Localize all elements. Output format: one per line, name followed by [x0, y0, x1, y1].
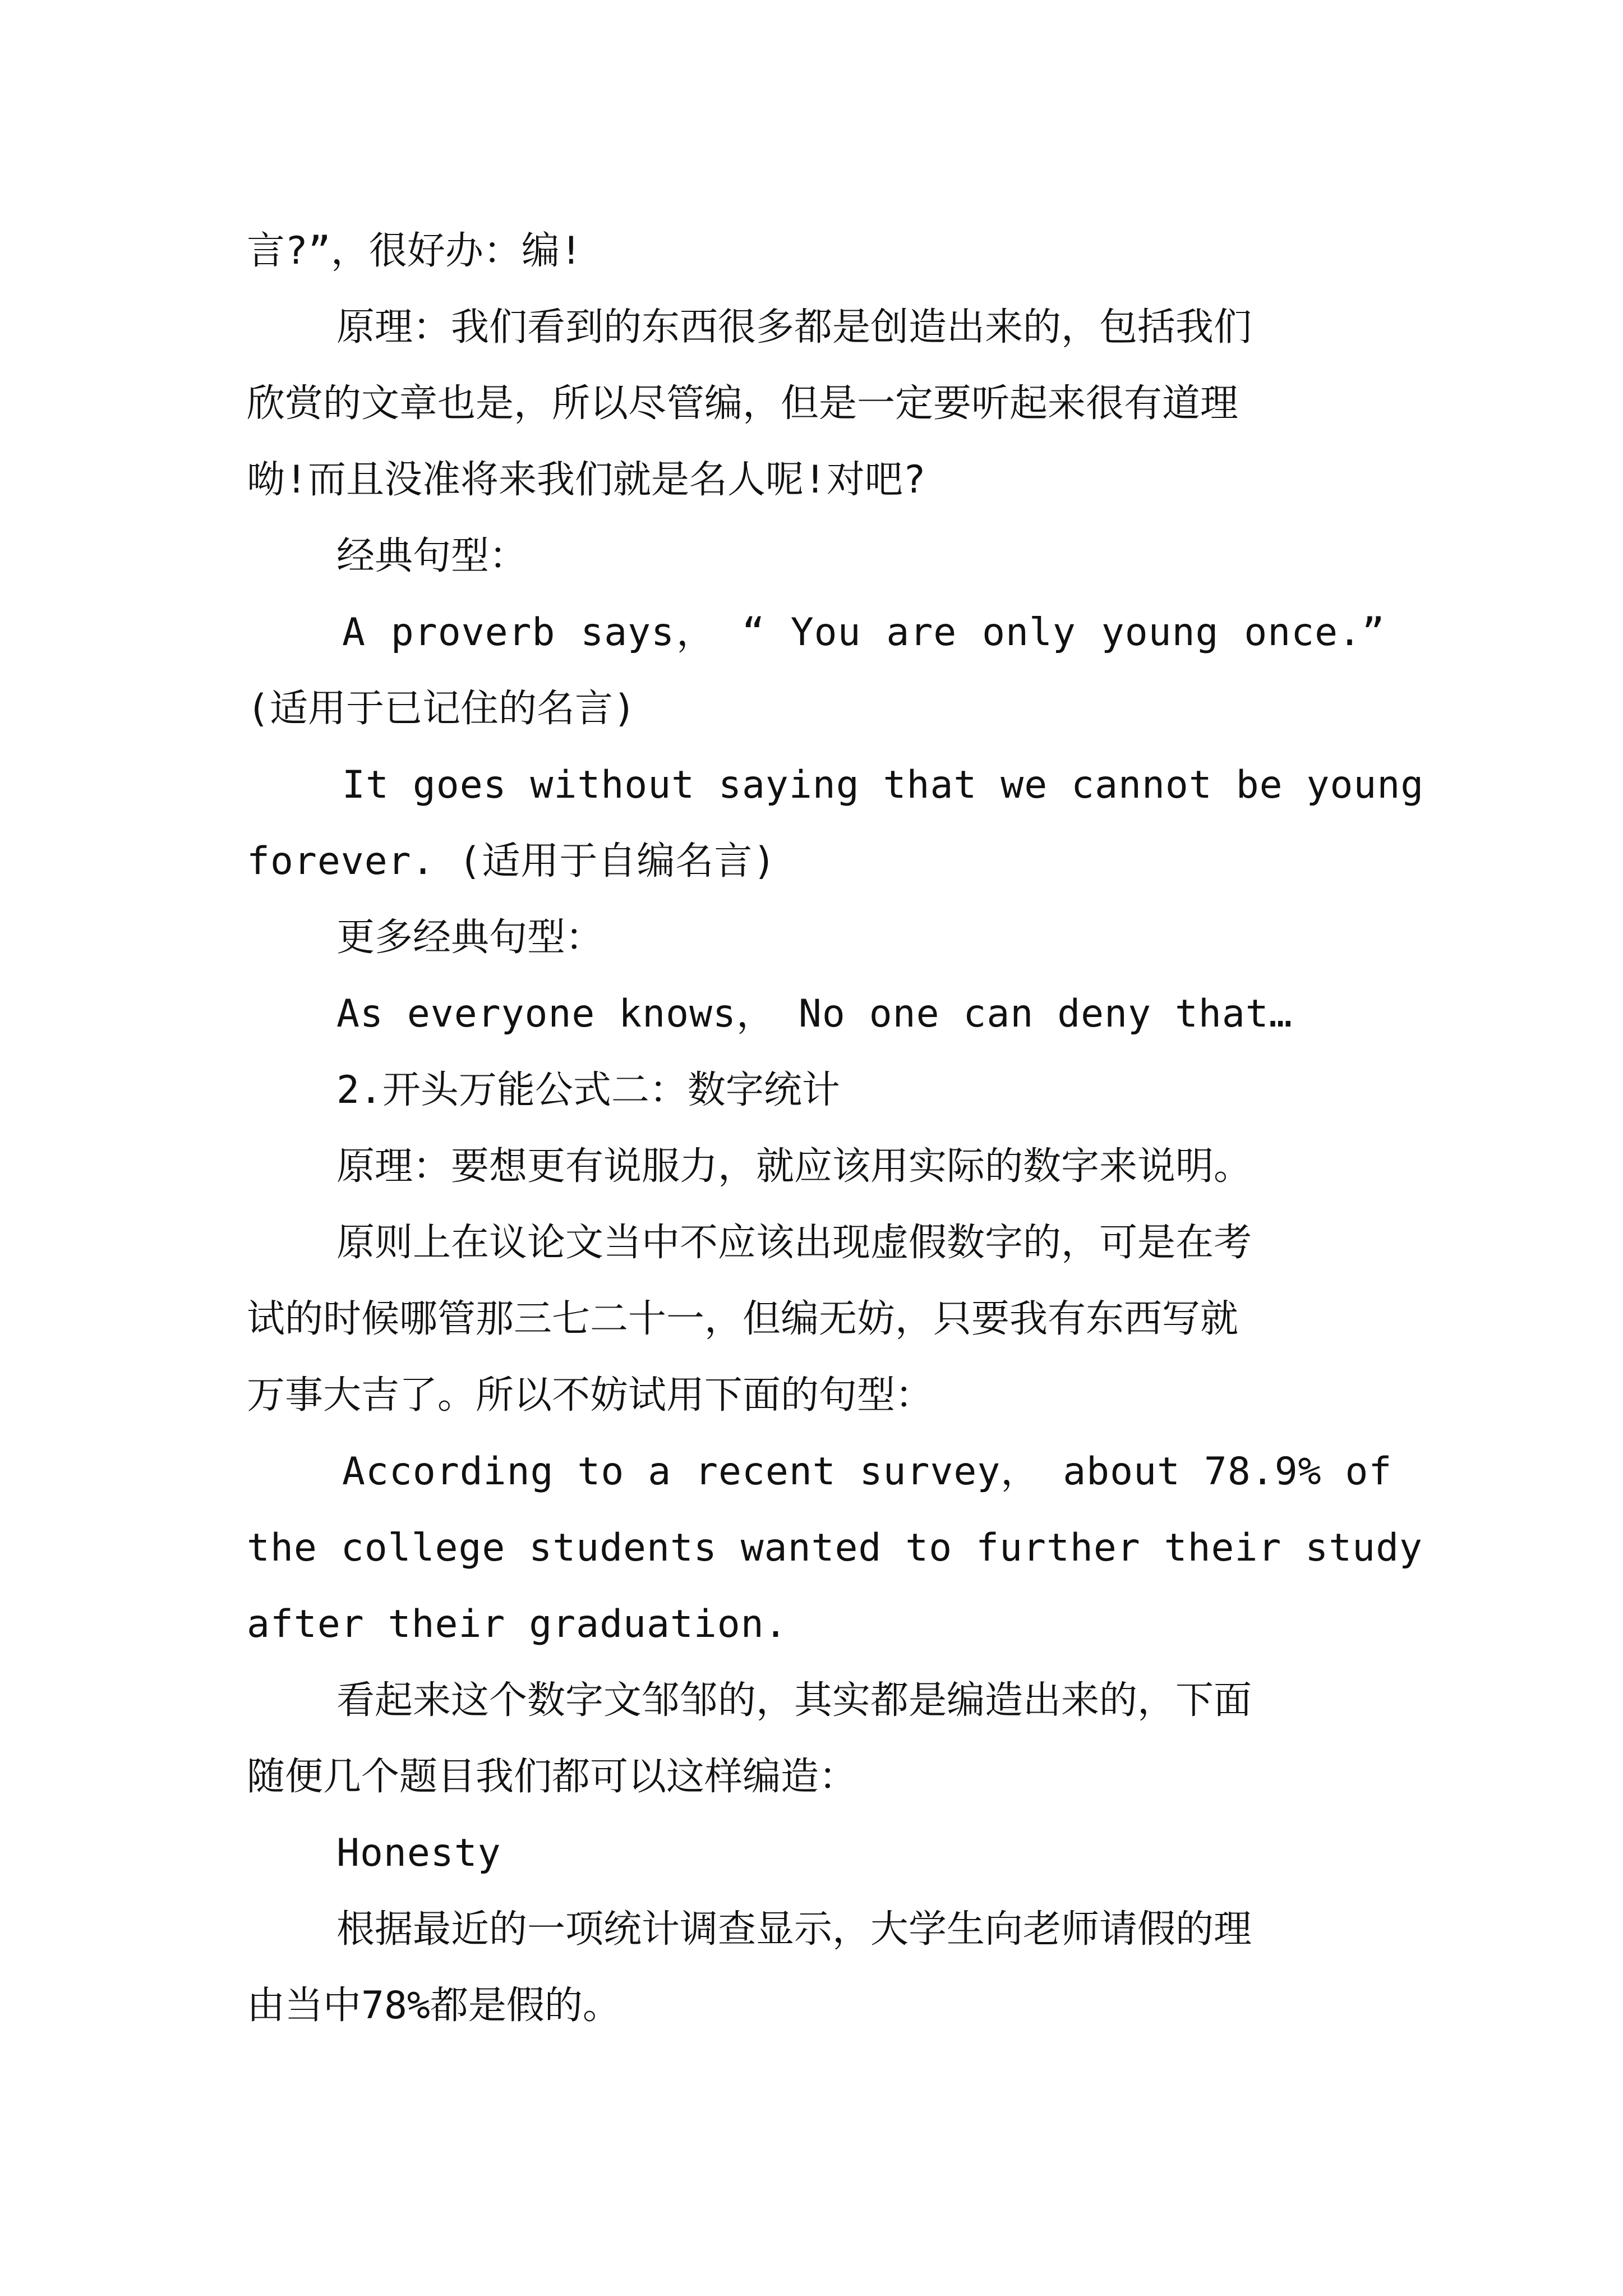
text-line-5: 经典句型： [336, 534, 528, 578]
text-line-14: 原则上在议论文当中不应该出现虚假数字的，可是在考 [336, 1221, 1252, 1265]
text-line-24: 由当中78%都是假的。 [247, 1984, 621, 2028]
text-line-16: 万事大吉了。所以不妨试用下面的句型： [247, 1373, 934, 1418]
text-line-19: after their graduation. [247, 1602, 788, 1646]
text-line-2: 原理：我们看到的东西很多都是创造出来的，包括我们 [336, 305, 1252, 349]
text-line-12: 2.开头万能公式二：数字统计 [336, 1068, 840, 1112]
text-line-3: 欣赏的文章也是，所以尽管编，但是一定要听起来很有道理 [247, 381, 1239, 426]
text-line-20: 看起来这个数字文邹邹的，其实都是编造出来的，下面 [336, 1678, 1252, 1723]
text-line-10: 更多经典句型： [336, 915, 604, 960]
text-line-18: the college students wanted to further their study [247, 1526, 1423, 1570]
text-line-6: A proverb says， “ You are only young once.” [342, 610, 1385, 655]
text-line-7: (适用于已记住的名言) [247, 687, 636, 731]
text-line-8: It goes without saying that we cannot be young [342, 763, 1424, 807]
text-line-15: 试的时候哪管那三七二十一，但编无妨，只要我有东西写就 [247, 1297, 1239, 1341]
text-line-17: According to a recent survey， about 78.9% of [342, 1450, 1393, 1494]
text-line-9: forever. (适用于自编名言) [247, 839, 777, 884]
body-text [247, 213, 1424, 2044]
text-line-11: As everyone knows， No one can deny that… [336, 992, 1293, 1036]
text-line-4: 呦!而且没准将来我们就是名人呢!对吧? [247, 458, 926, 502]
text-line-1: 言?”，很好办：编! [247, 229, 583, 273]
text-line-22: Honesty [336, 1831, 501, 1875]
text-line-21: 随便几个题目我们都可以这样编造： [247, 1755, 857, 1799]
text-line-23: 根据最近的一项统计调查显示，大学生向老师请假的理 [336, 1907, 1252, 1952]
text-line-13: 原理：要想更有说服力，就应该用实际的数字来说明。 [336, 1144, 1252, 1189]
